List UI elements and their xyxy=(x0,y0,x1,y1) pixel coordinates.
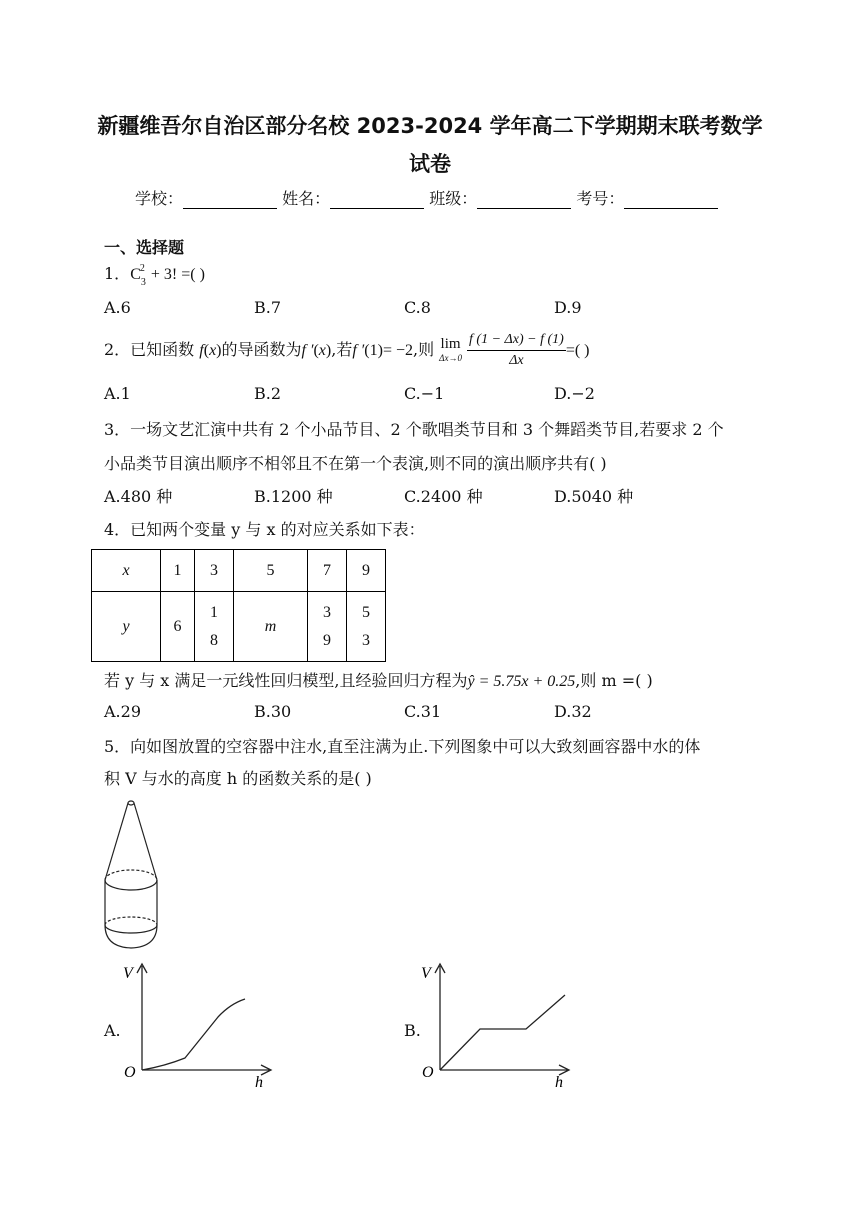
table-cell: 5 xyxy=(234,550,308,592)
v-axis-label: V xyxy=(123,965,133,982)
question-1 xyxy=(104,261,205,289)
question-5-line1: 5．向如图放置的空容器中注水,直至注满为止.下列图象中可以大致刻画容器中水的体 xyxy=(104,737,701,756)
question-1-tail: + 3! =( ) xyxy=(150,266,205,283)
table-cell: 1 xyxy=(161,550,195,592)
table-cell: 3 9 xyxy=(308,592,347,662)
question-4-body: 若 y 与 x 满足一元线性回归模型,且经验回归方程为ŷ = 5.75x + 0.25,则 m =( ) xyxy=(104,671,653,690)
question-number: 1． xyxy=(104,264,131,283)
cone-left-edge xyxy=(105,803,128,880)
exam-no-blank[interactable] xyxy=(624,192,718,209)
option-a[interactable]: A. xyxy=(104,1021,121,1040)
option-d[interactable]: D.32 xyxy=(554,702,592,721)
container-figure xyxy=(95,795,175,955)
option-d[interactable]: D.−2 xyxy=(554,384,595,403)
table-header: y xyxy=(92,592,161,662)
cylinder-bottom-front xyxy=(105,925,157,933)
question-5-line2: 积 V 与水的高度 h 的函数关系的是( ) xyxy=(104,769,372,788)
v-axis-label: V xyxy=(421,965,431,982)
cylinder-top-back xyxy=(105,870,157,880)
option-b[interactable]: B.1200 种 xyxy=(254,487,333,506)
table-cell: 6 xyxy=(161,592,195,662)
option-a[interactable]: A.480 种 xyxy=(104,487,173,506)
table-cell: m xyxy=(234,592,308,662)
school-label: 学校： xyxy=(135,189,184,208)
school-blank[interactable] xyxy=(183,192,277,209)
option-a[interactable]: A.6 xyxy=(104,298,131,317)
option-c[interactable]: C.2400 种 xyxy=(404,487,483,506)
option-b[interactable]: B.30 xyxy=(254,702,292,721)
h-axis-label: h xyxy=(555,1074,563,1091)
question-3-line1: 3．一场文艺汇演中共有 2 个小品节目、2 个歌唱类节目和 3 个舞蹈类节目,若要求 2 个 xyxy=(104,420,724,439)
option-a[interactable]: A.1 xyxy=(104,384,131,403)
data-table xyxy=(91,549,386,662)
option-b[interactable]: B.7 xyxy=(254,298,282,317)
curve-b xyxy=(440,995,565,1070)
student-info xyxy=(135,186,718,209)
function-fx: f xyxy=(199,342,204,359)
table-cell: 5 3 xyxy=(347,592,386,662)
origin-label: O xyxy=(124,1064,136,1081)
cone-right-edge xyxy=(134,803,157,880)
exam-no-label: 考号： xyxy=(576,189,625,208)
limit-fraction: $\frac{f (1 - \Delta x) - f (1)}{\Delta x}$ xyxy=(469,332,564,368)
derivative-fx: f ′ xyxy=(301,342,314,359)
table-header: x xyxy=(92,550,161,592)
hemisphere-bottom xyxy=(105,925,157,948)
option-d[interactable]: D.9 xyxy=(554,298,582,317)
origin-label: O xyxy=(422,1064,434,1081)
option-c[interactable]: C.−1 xyxy=(404,384,445,403)
curve-a xyxy=(142,999,245,1070)
graph-b[interactable] xyxy=(413,960,583,1095)
question-2: 2．已知函数 f(x)的导函数为f ′(x),若f ′(1)= −2,则 lim Δx→0 $\frac{f (1 - \Delta x) - f (1)}{\Delta x}$ =( ) xyxy=(104,330,590,371)
cylinder-bottom-back xyxy=(105,917,157,925)
name-label: 姓名： xyxy=(282,189,331,208)
cylinder-top-front xyxy=(105,880,157,890)
graph-a[interactable] xyxy=(115,960,285,1095)
option-d[interactable]: D.5040 种 xyxy=(554,487,634,506)
option-a[interactable]: A.29 xyxy=(104,702,141,721)
table-cell: 7 xyxy=(308,550,347,592)
question-3-line2: 小品类节目演出顺序不相邻且不在第一个表演,则不同的演出顺序共有( ) xyxy=(104,454,607,473)
page-title: 新疆维吾尔自治区部分名校 2023-2024 学年高二下学期期末联考数学 xyxy=(97,114,763,138)
class-label: 班级： xyxy=(429,189,478,208)
combination-symbol: $C_3^2$ xyxy=(130,262,146,289)
table-cell: 3 xyxy=(195,550,234,592)
table-cell: 9 xyxy=(347,550,386,592)
question-number: 2．已知函数 xyxy=(104,340,195,359)
regression-equation: ŷ = 5.75x + 0.25 xyxy=(467,673,576,690)
option-b[interactable]: B. xyxy=(404,1021,421,1040)
cone-tip xyxy=(128,801,134,805)
class-blank[interactable] xyxy=(477,192,571,209)
h-axis-label: h xyxy=(255,1074,263,1091)
table-row xyxy=(92,592,386,662)
option-c[interactable]: C.8 xyxy=(404,298,431,317)
option-c[interactable]: C.31 xyxy=(404,702,442,721)
table-row xyxy=(92,550,386,592)
table-cell: 1 8 xyxy=(195,592,234,662)
page-title-line2: 试卷 xyxy=(409,152,451,176)
limit-expression: lim Δx→0 xyxy=(439,335,462,363)
name-blank[interactable] xyxy=(330,192,424,209)
question-4-intro: 4．已知两个变量 y 与 x 的对应关系如下表： xyxy=(104,520,425,539)
section-heading: 一、选择题 xyxy=(104,238,185,257)
option-b[interactable]: B.2 xyxy=(254,384,282,403)
